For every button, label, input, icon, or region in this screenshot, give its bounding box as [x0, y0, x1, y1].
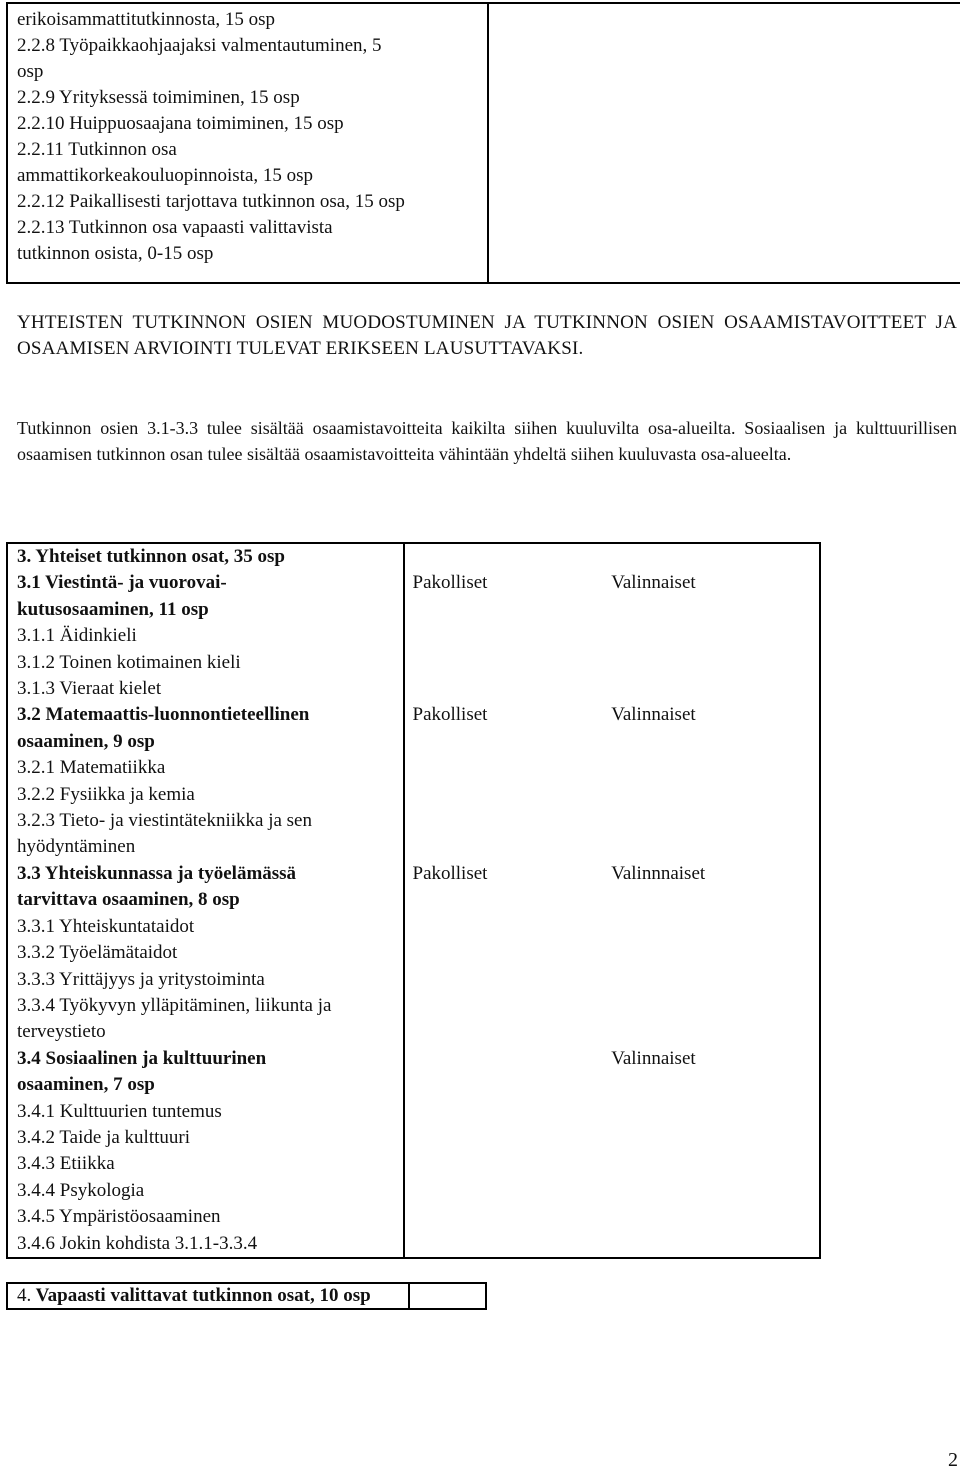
list-item: 2.2.11 Tutkinnon osa: [17, 139, 177, 160]
section-4-number: 4.: [17, 1285, 32, 1306]
table-cell-unit: 3.4.2 Taide ja kulttuuri: [7, 1125, 404, 1151]
section-4-label: Vapaasti valittavat tutkinnon osat, 10 osp: [35, 1285, 371, 1306]
table-cell-unit: 3.1.2 Toinen kotimainen kieli: [7, 650, 404, 676]
table-cell-optional: Valinnaiset: [602, 570, 820, 596]
list-item: 2.2.10 Huippuosaajana toimiminen, 15 osp: [17, 113, 344, 134]
table-cell-unit: osaaminen, 7 osp: [7, 1072, 404, 1098]
table-row: [7, 1151, 820, 1177]
table-cell-optional: [602, 887, 820, 913]
table-cell-unit: 3.2 Matemaattis-luonnontieteellinen: [7, 702, 404, 728]
table-row: [7, 993, 820, 1019]
table-cell-unit: 3.3.2 Työelämätaidot: [7, 940, 404, 966]
table-cell-unit: 3.2.1 Matematiikka: [7, 755, 404, 781]
table-row: [7, 1099, 820, 1125]
table-cell-unit: 3.4.6 Jokin kohdista 3.1.1-3.3.4: [7, 1231, 404, 1258]
top-table-right-cell: [488, 3, 960, 283]
table-cell-optional: [602, 1178, 820, 1204]
table-row: [7, 834, 820, 860]
table-cell-optional: [602, 597, 820, 623]
table-cell-mandatory: [404, 1072, 603, 1098]
table-cell-unit: 3.4.3 Etiikka: [7, 1151, 404, 1177]
table-cell-mandatory: [404, 755, 603, 781]
table-cell-optional: [602, 782, 820, 808]
table-cell-unit: 3.3 Yhteiskunnassa ja työelämässä: [7, 861, 404, 887]
table-row: [7, 861, 820, 887]
table-cell-optional: [602, 808, 820, 834]
table-cell-mandatory: Pakolliset: [412, 572, 488, 594]
table-title: 3. Yhteiset tutkinnon osat, 35 osp: [7, 543, 404, 570]
table-cell-unit: terveystieto: [7, 1019, 404, 1045]
table-cell-optional: Valinnnaiset: [602, 861, 820, 887]
table-row: [7, 1019, 820, 1045]
table-cell-optional: Valinnaiset: [602, 702, 820, 728]
table-row: [7, 1125, 820, 1151]
table-cell-mandatory: [404, 914, 603, 940]
table-cell-optional: [602, 1204, 820, 1230]
table-cell-mandatory: [404, 1046, 603, 1072]
table-cell-mandatory: [404, 782, 603, 808]
table-row: [7, 1231, 820, 1258]
table-title-row: [7, 543, 820, 570]
table-cell-unit: 3.3.4 Työkyvyn ylläpitäminen, liikunta ja: [7, 993, 404, 1019]
table-cell-mandatory: [404, 1231, 603, 1258]
table-cell-mandatory: [404, 1019, 603, 1045]
table-row: [7, 808, 820, 834]
table-cell-unit: 3.3.1 Yhteiskuntataidot: [7, 914, 404, 940]
table-cell-optional: [602, 729, 820, 755]
table-row: [7, 1178, 820, 1204]
table-row: [7, 914, 820, 940]
table-cell-optional: [602, 755, 820, 781]
table-cell-mandatory: [404, 1099, 603, 1125]
table-cell-unit: tarvittava osaaminen, 8 osp: [7, 887, 404, 913]
table-row: [7, 887, 820, 913]
table-cell-mandatory: [404, 623, 603, 649]
common-units-table: [6, 542, 821, 1259]
table-cell-mandatory: [404, 676, 603, 702]
table-cell-unit: osaaminen, 9 osp: [7, 729, 404, 755]
table-cell-optional: [602, 993, 820, 1019]
table-cell-optional: [602, 623, 820, 649]
table-cell-optional: [602, 1099, 820, 1125]
table-cell-optional: [602, 1072, 820, 1098]
table-cell-mandatory: [404, 1125, 603, 1151]
table-cell-unit: 3.4.1 Kulttuurien tuntemus: [7, 1099, 404, 1125]
table-cell-optional: [602, 914, 820, 940]
page-number: 2: [948, 1449, 958, 1471]
table-row: [7, 940, 820, 966]
table-row: [7, 1046, 820, 1072]
table-cell-optional: [602, 1125, 820, 1151]
list-item: osp: [17, 61, 44, 82]
table-cell-unit: 3.1.1 Äidinkieli: [7, 623, 404, 649]
table-row: [7, 729, 820, 755]
table-row: [7, 782, 820, 808]
table-cell-mandatory: [404, 1151, 603, 1177]
list-item: ammattikorkeakouluopinnoista, 15 osp: [17, 165, 314, 186]
table-cell-optional: [602, 1231, 820, 1258]
table-cell-optional: [602, 834, 820, 860]
table-row: [7, 967, 820, 993]
table-cell-mandatory: [404, 993, 603, 1019]
table-cell-unit: 3.4 Sosiaalinen ja kulttuurinen: [7, 1046, 404, 1072]
section-4-box-extension: [397, 1282, 487, 1310]
list-item: 2.2.9 Yrityksessä toimiminen, 15 osp: [17, 87, 300, 108]
table-cell-optional: [602, 940, 820, 966]
section-4-box: [6, 1282, 410, 1310]
body-paragraph: Tutkinnon osien 3.1-3.3 tulee sisältää osaamistavoitteita kaikilta siihen kuuluvilta osa-alueilta. Sosiaalisen ja kulttuurillisen osaamisen tutkinnon osan tulee sisältää osaamistavoitteita vähintään yhdeltä siihen kuuluvasta osa-alueelta.: [17, 418, 957, 464]
table-cell-unit: 3.4.4 Psykologia: [7, 1178, 404, 1204]
table-cell-optional: [602, 1019, 820, 1045]
table-cell-mandatory: [404, 940, 603, 966]
table-row: [7, 755, 820, 781]
table-cell-unit: 3.2.3 Tieto- ja viestintätekniikka ja sen: [7, 808, 404, 834]
table-cell-unit: 3.4.5 Ympäristöosaaminen: [7, 1204, 404, 1230]
table-row: [7, 702, 820, 728]
table-cell-unit: 3.1 Viestintä- ja vuorovai-: [7, 570, 404, 596]
list-item: tutkinnon osista, 0-15 osp: [17, 243, 214, 264]
top-table: [6, 2, 960, 284]
table-cell-optional: [602, 650, 820, 676]
table-cell-mandatory: Pakolliset: [412, 704, 488, 726]
table-row: [7, 623, 820, 649]
table-row: [7, 1072, 820, 1098]
table-cell-mandatory: [404, 834, 603, 860]
table-cell-mandatory: [404, 729, 603, 755]
table-cell-optional: [602, 1151, 820, 1177]
table-cell-optional: [602, 967, 820, 993]
table-cell-mandatory: [404, 650, 603, 676]
table-cell-optional: [602, 676, 820, 702]
table-cell-unit: 3.2.2 Fysiikka ja kemia: [7, 782, 404, 808]
table-row: [7, 597, 820, 623]
list-item: erikoisammattitutkinnosta, 15 osp: [17, 9, 276, 30]
section-heading: YHTEISTEN TUTKINNON OSIEN MUODOSTUMINEN JA TUTKINNON OSIEN OSAAMISTAVOITTEET JA OSAAMISEN ARVIOINTI TULEVAT ERIKSEEN LAUSUTTAVAKSI.: [17, 312, 957, 359]
table-cell-mandatory: Pakolliset: [412, 862, 488, 884]
table-cell-unit: hyödyntäminen: [7, 834, 404, 860]
list-item: 2.2.12 Paikallisesti tarjottava tutkinnon osa, 15 osp: [17, 191, 405, 212]
table-cell-unit: kutusosaaminen, 11 osp: [7, 597, 404, 623]
table-cell-mandatory: [404, 967, 603, 993]
list-item: 2.2.13 Tutkinnon osa vapaasti valittavista: [17, 217, 333, 238]
table-cell-optional: Valinnaiset: [602, 1046, 820, 1072]
list-item: 2.2.8 Työpaikkaohjaajaksi valmentautuminen, 5: [17, 35, 382, 56]
table-cell-unit: 3.3.3 Yrittäjyys ja yritystoiminta: [7, 967, 404, 993]
table-row: [7, 676, 820, 702]
table-cell-mandatory: [404, 887, 603, 913]
table-row: [7, 1204, 820, 1230]
top-table-left-cell: [7, 3, 488, 283]
table-cell-mandatory: [404, 808, 603, 834]
table-cell-unit: 3.1.3 Vieraat kielet: [7, 676, 404, 702]
table-row: [7, 650, 820, 676]
table-cell-mandatory: [404, 1204, 603, 1230]
table-cell-mandatory: [404, 597, 603, 623]
table-cell-mandatory: [404, 1178, 603, 1204]
table-row: [7, 570, 820, 596]
